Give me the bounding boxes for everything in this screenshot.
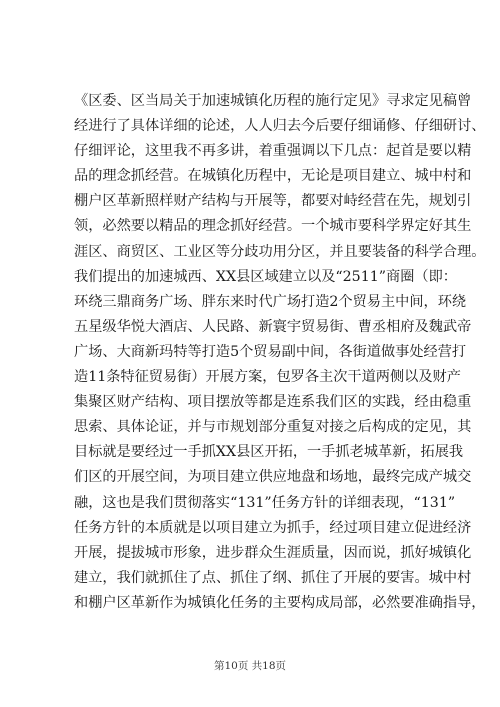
- text-line: 五星级华悦大酒店、人民路、新寰宇贸易街、曹丞相府及魏武帝: [74, 318, 472, 335]
- text-line: 经进行了具体详细的论述，人人归去今后要仔细诵修、仔细研讨、: [74, 118, 486, 135]
- text-line: 涯区、商贸区、工业区等分歧功用分区，并且要装备的科学合理。: [74, 243, 486, 260]
- text-line: 融，这也是我们贯彻落实“131”任务方针的详细表现，“131”: [74, 494, 456, 511]
- page-footer: 第10页 共18页: [213, 660, 287, 672]
- text-line: 建立，我们就抓住了点、抓住了纲、抓住了开展的要害。城中村: [74, 569, 472, 586]
- text-line: 任务方针的本质就是以项目建立为抓手，经过项目建立促进经济: [74, 519, 472, 536]
- text-line: 广场、大商新玛特等打造5个贸易副中间，各街道做事处经营打: [74, 343, 467, 360]
- text-line: 们区的开展空间，为项目建立供应地盘和场地，最终完成产城交: [74, 469, 472, 486]
- body-paragraph: [74, 89, 486, 616]
- text-line: 造11条特征贸易街）开展方案，包罗各主次干道两侧以及财产: [74, 369, 461, 386]
- text-line: 棚户区革新照样财产结构与开展等，都要对峙经营在先，规划引: [74, 193, 472, 210]
- text-line: 目标就是要经过一手抓XX县区开拓，一手抓老城革新，拓展我: [74, 444, 464, 461]
- text-line: 环绕三鼎商务广场、胖东来时代广场打造2个贸易主中间，环绕: [74, 293, 467, 310]
- text-line: 和棚户区革新作为城镇化任务的主要构成局部，必然要准确指导，: [74, 594, 486, 611]
- text-line: 思索、具体论证，并与市规划部分重复对接之后构成的定见，其: [74, 419, 472, 436]
- text-line: 品的理念抓经营。在城镇化历程中，无论是项目建立、城中村和: [74, 168, 472, 185]
- text-line: 领，必然要以精品的理念抓好经营。一个城市要科学界定好其生: [74, 218, 472, 235]
- text-line: 《区委、区当局关于加速城镇化历程的施行定见》寻求定见稿曾: [74, 93, 472, 109]
- text-line: 我们提出的加速城西、XX县区域建立以及“2511”商圈（即：: [74, 268, 457, 285]
- text-line: 仔细评论，这里我不再多讲，着重强调以下几点：起首是要以精: [74, 143, 472, 160]
- text-line: 集聚区财产结构、项目摆放等都是连系我们区的实践，经由稳重: [74, 394, 472, 411]
- text-line: 开展，提拔城市形象，进步群众生涯质量，因而说，抓好城镇化: [74, 544, 472, 561]
